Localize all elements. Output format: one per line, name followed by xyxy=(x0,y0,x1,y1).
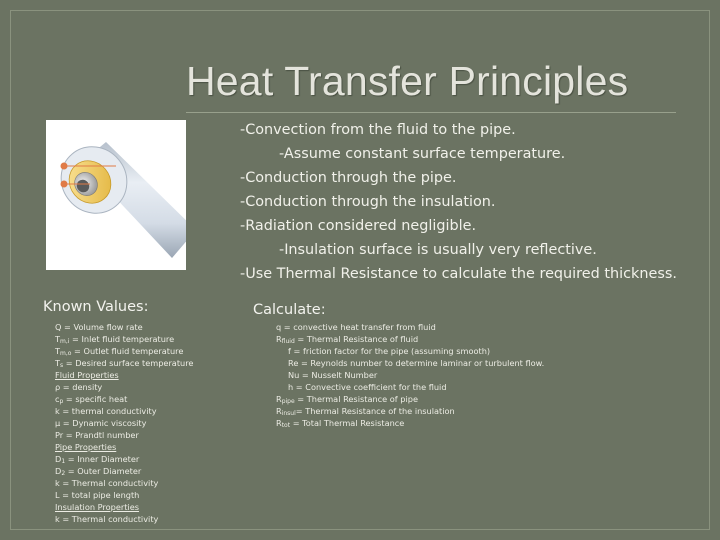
known-row xyxy=(55,333,193,345)
calc-text: R xyxy=(276,406,282,416)
calc-row xyxy=(276,381,544,393)
known-row xyxy=(55,321,193,333)
known-text: T xyxy=(55,346,61,356)
calc-subscript: pipe xyxy=(281,398,295,405)
calc-row xyxy=(276,417,544,429)
known-row xyxy=(55,489,193,501)
principle-subitem: -Insulation surface is usually very reflective. xyxy=(279,242,597,258)
known-text: Fluid Properties xyxy=(55,370,119,380)
known-text: Pipe Properties xyxy=(55,442,117,452)
known-text: k = Thermal conductivity xyxy=(55,514,159,524)
known-text: D xyxy=(55,454,62,464)
callout-dot xyxy=(61,163,68,170)
principles-list xyxy=(240,118,710,286)
known-subscript: p xyxy=(59,398,64,405)
known-text: = Desired surface temperature xyxy=(63,358,194,368)
known-text: k = Thermal conductivity xyxy=(55,478,159,488)
known-row xyxy=(55,441,193,453)
calc-text: q = convective heat transfer from fluid xyxy=(276,322,436,332)
calc-row xyxy=(276,393,544,405)
known-text: = Outlet fluid temperature xyxy=(71,346,184,356)
slide-title: Heat Transfer Principles xyxy=(186,58,629,104)
known-text: T xyxy=(55,358,61,368)
calc-row xyxy=(276,345,544,357)
calc-subscript: fluid xyxy=(281,338,295,345)
known-subscript: 1 xyxy=(61,458,66,465)
calc-row xyxy=(276,321,544,333)
calc-row xyxy=(276,369,544,381)
known-row xyxy=(55,429,193,441)
known-row xyxy=(55,381,193,393)
calc-row xyxy=(276,333,544,345)
calc-text: Nu = Nusselt Number xyxy=(288,370,378,380)
known-text: = Inner Diameter xyxy=(65,454,140,464)
known-row xyxy=(55,393,193,405)
calc-text: R xyxy=(276,394,282,404)
known-text: T xyxy=(55,334,61,344)
calc-row xyxy=(276,357,544,369)
principle-item: -Conduction through the pipe. xyxy=(240,170,457,186)
calc-text: Re = Reynolds number to determine laminar or turbulent flow. xyxy=(288,358,545,368)
callout-dot xyxy=(61,181,68,188)
known-values-heading: Known Values: xyxy=(43,299,149,315)
known-row xyxy=(55,417,193,429)
calc-subscript: tot xyxy=(281,422,291,429)
known-subscript: m,o xyxy=(60,350,72,357)
known-text: = Inlet fluid temperature xyxy=(69,334,175,344)
known-subscript: m,i xyxy=(60,338,70,345)
known-subscript: s xyxy=(60,362,64,369)
known-text: ρ = density xyxy=(55,382,103,392)
known-row xyxy=(55,405,193,417)
calc-text: R xyxy=(276,418,282,428)
known-row xyxy=(55,345,193,357)
calc-row xyxy=(276,405,544,417)
known-row xyxy=(55,369,193,381)
principle-item: -Radiation considered negligible. xyxy=(240,218,477,234)
calc-text: h = Convective coefficient for the fluid xyxy=(288,382,447,392)
known-values-list xyxy=(55,321,193,525)
principle-item: -Conduction through the insulation. xyxy=(240,194,496,210)
known-text: Pr = Prandtl number xyxy=(55,430,139,440)
principle-item: -Convection from the fluid to the pipe. xyxy=(240,122,516,138)
known-row xyxy=(55,357,193,369)
calc-text: = Thermal Resistance of the insulation xyxy=(295,406,455,416)
known-text: D xyxy=(55,466,62,476)
principle-item: -Use Thermal Resistance to calculate the required thickness. xyxy=(240,266,677,282)
principle-subitem: -Assume constant surface temperature. xyxy=(279,146,566,162)
known-subscript: 2 xyxy=(61,470,66,477)
known-text: μ = Dynamic viscosity xyxy=(55,418,147,428)
calculate-list xyxy=(276,321,544,429)
calculate-heading: Calculate: xyxy=(253,302,326,318)
known-row xyxy=(55,501,193,513)
known-row xyxy=(55,513,193,525)
calc-text: = Thermal Resistance of fluid xyxy=(294,334,419,344)
calc-text: R xyxy=(276,334,282,344)
title-underline xyxy=(186,112,676,113)
insulated-pipe-illustration xyxy=(46,120,186,270)
calc-text: = Thermal Resistance of pipe xyxy=(294,394,418,404)
known-text: Insulation Properties xyxy=(55,502,140,512)
known-row xyxy=(55,465,193,477)
calc-subscript: insul xyxy=(281,410,296,417)
known-text: = specific heat xyxy=(63,394,128,404)
calc-text: f = friction factor for the pipe (assuming smooth) xyxy=(288,346,491,356)
known-text: c xyxy=(55,394,60,404)
known-text: Q = Volume flow rate xyxy=(55,322,143,332)
known-row xyxy=(55,477,193,489)
known-text: L = total pipe length xyxy=(55,490,140,500)
known-row xyxy=(55,453,193,465)
known-text: k = thermal conductivity xyxy=(55,406,157,416)
calc-text: = Total Thermal Resistance xyxy=(290,418,405,428)
known-text: = Outer Diameter xyxy=(65,466,142,476)
